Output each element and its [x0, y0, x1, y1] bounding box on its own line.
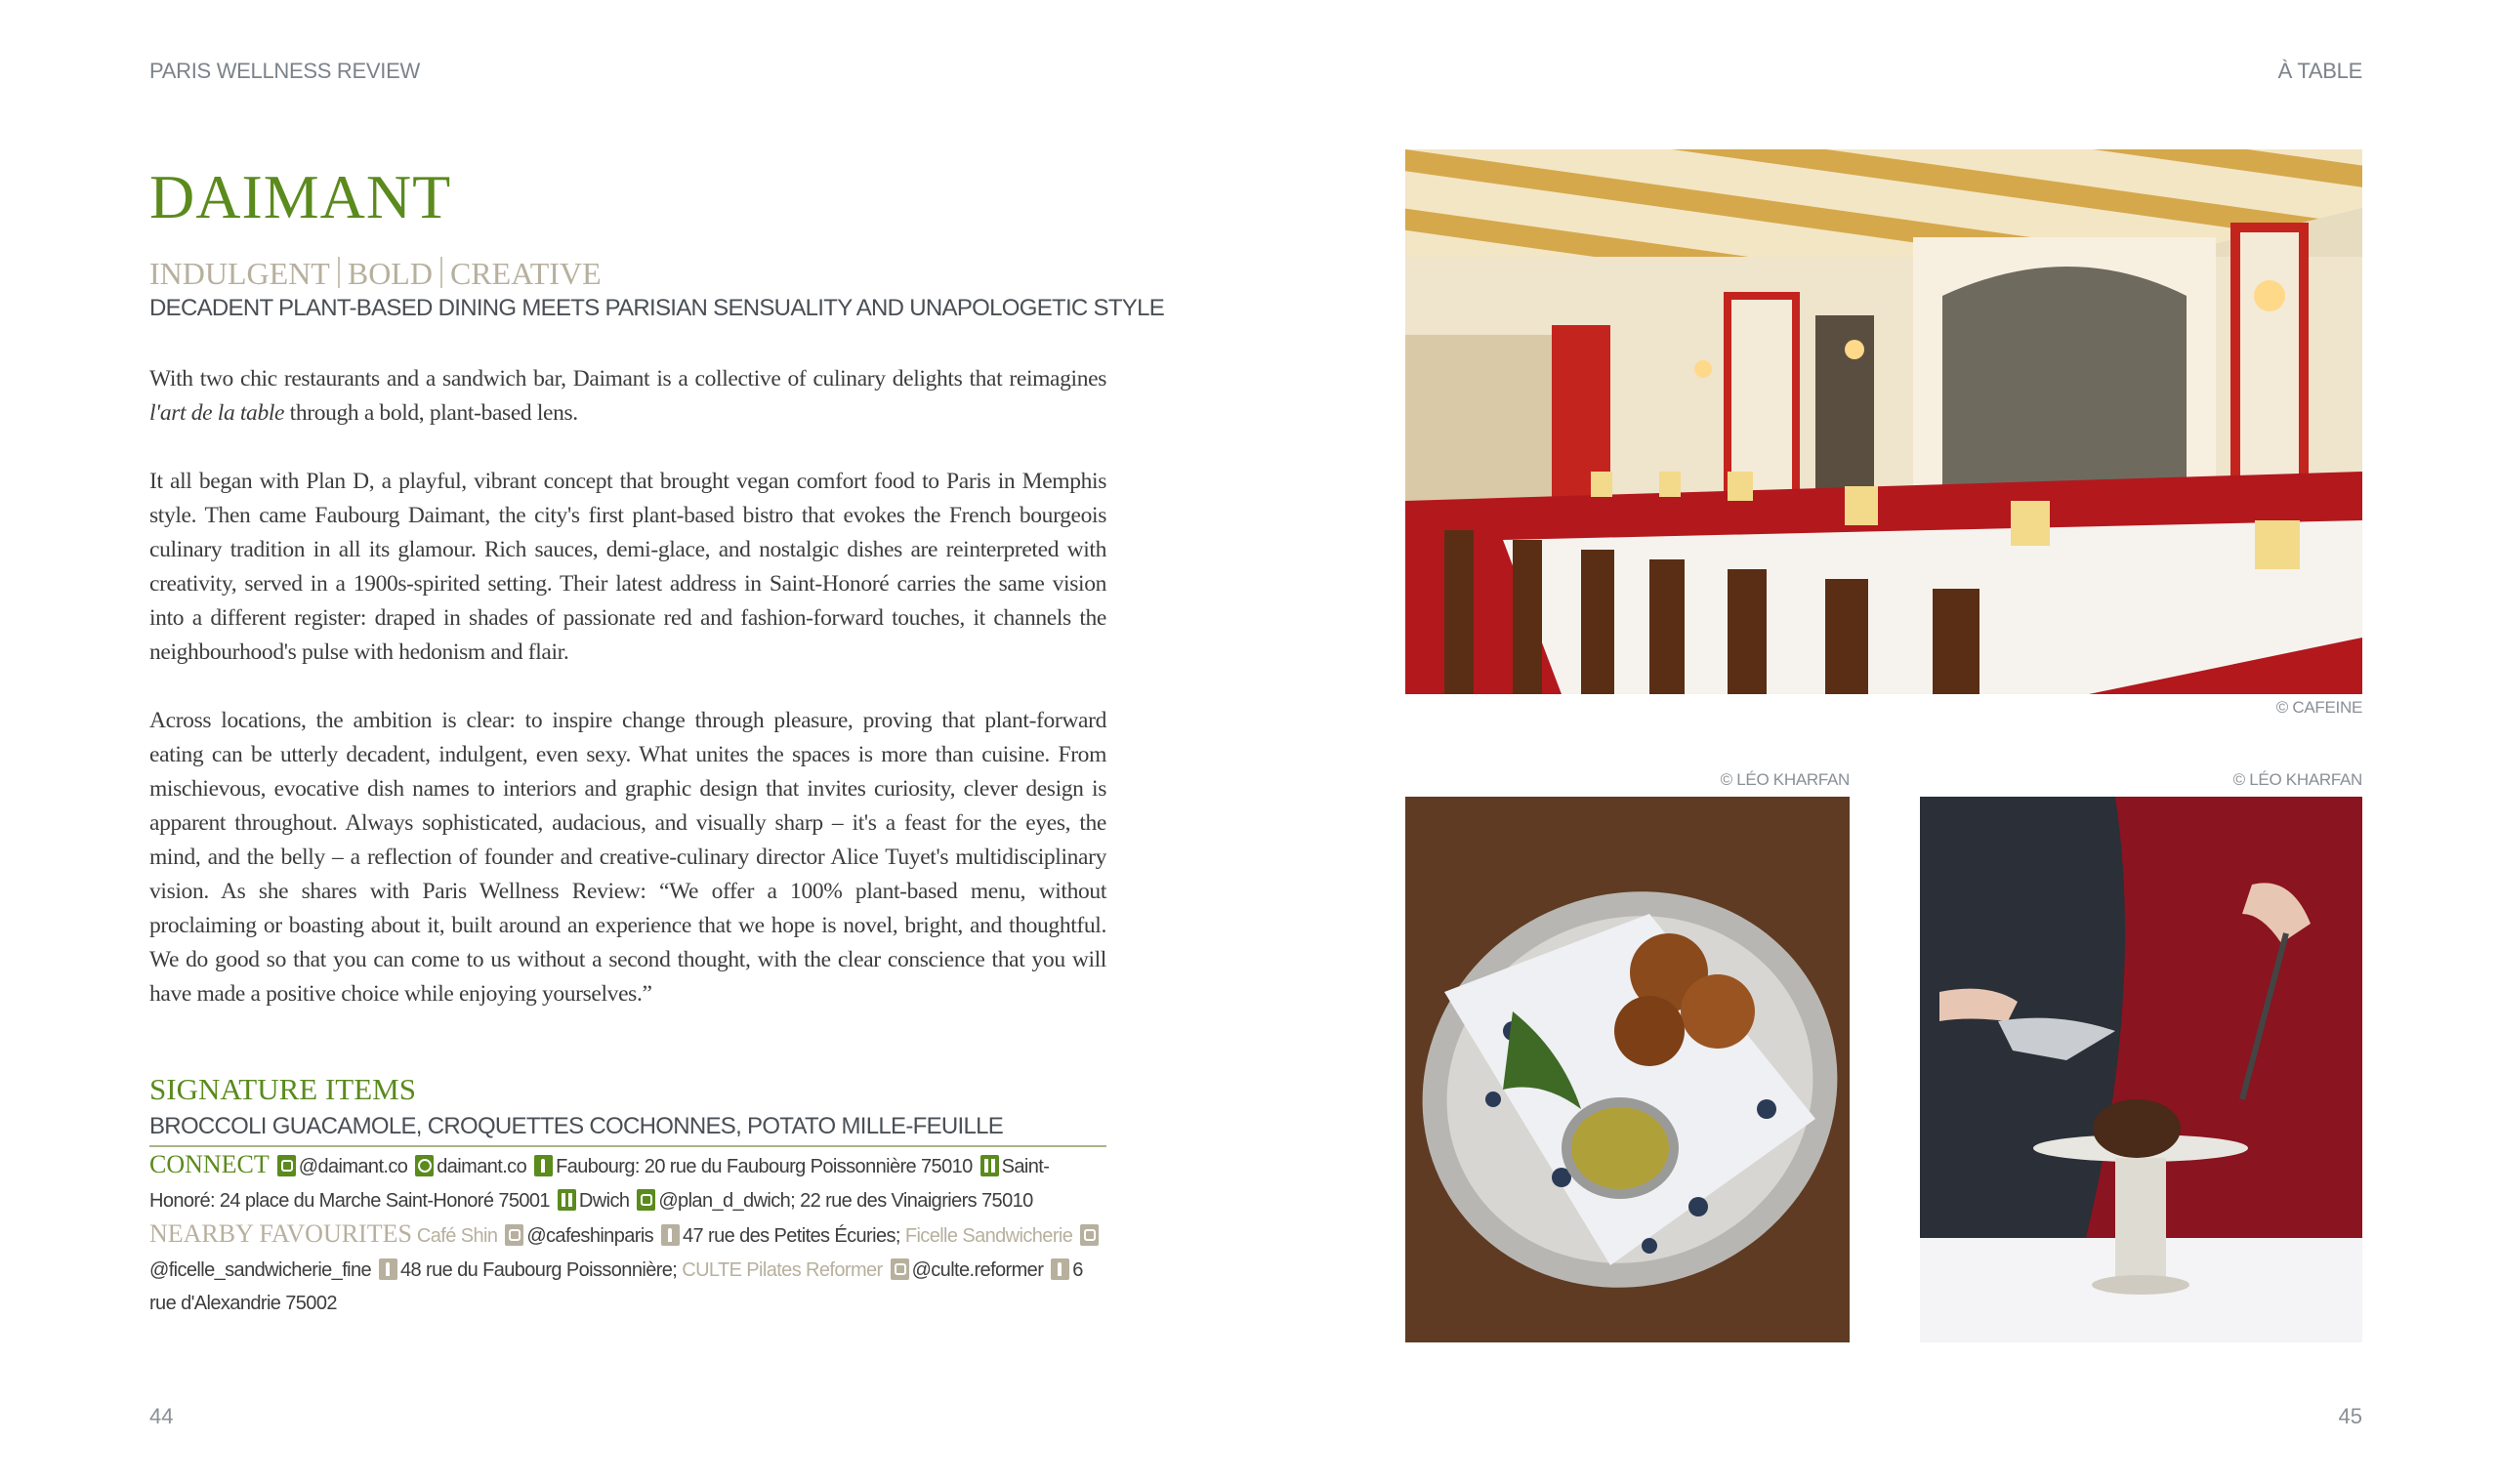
dish-illustration: [1920, 797, 2362, 1342]
page-number-left: 44: [149, 1404, 174, 1428]
photo-credit: © LÉO KHARFAN: [2232, 770, 2362, 789]
address: @plan_d_dwich; 22 rue des Vinaigriers 75010: [658, 1189, 1033, 1212]
location-pin-icon: [661, 1224, 680, 1246]
interior-illustration: [1405, 149, 2362, 694]
tagline-word: INDULGENT: [149, 256, 330, 291]
instagram-icon: [505, 1224, 523, 1246]
cutlery-icon: [980, 1155, 999, 1176]
instagram-link[interactable]: @cafeshinparis: [526, 1225, 654, 1247]
text: With two chic restaurants and a sandwich bar, Daimant is a collective of culinary delights that reimagines: [149, 366, 1106, 392]
venue-name: Dwich: [578, 1189, 630, 1212]
website-link[interactable]: daimant.co: [437, 1156, 527, 1177]
running-header-right: À TABLE: [2277, 59, 2362, 83]
dish-illustration: [1405, 797, 1850, 1342]
photo-credit: © CAFEINE: [2275, 698, 2362, 717]
article-subtitle: DECADENT PLANT-BASED DINING MEETS PARISIAN SENSUALITY AND UNAPOLOGETIC STYLE: [149, 295, 1165, 321]
nearby-label: NEARBY FAVOURITES: [149, 1219, 412, 1248]
photo-credit: © LÉO KHARFAN: [1720, 770, 1850, 789]
restaurant-interior-photo: [1405, 149, 2362, 694]
instagram-icon: [1080, 1224, 1099, 1246]
text: through a bold, plant-based lens.: [284, 400, 578, 426]
address: Faubourg: 20 rue du Faubourg Poissonnière 75010: [556, 1156, 973, 1177]
instagram-link[interactable]: @ficelle_sandwicherie_fine: [149, 1258, 372, 1281]
paragraph: It all began with Plan D, a playful, vibrant concept that brought vegan comfort food to Paris in Memphis style. Then came Faubourg Daimant, the city's first plant-based bistro that evokes the French bourgeois culinary tradition in all its glamour. Rich sauces, demi-glace, and nostalgic dishes are reinterpreted with creativity, served in a 1900s-spirited setting. Their latest address in Saint-Honoré carries the same vision into a different register: draped in shades of passionate red and fashion-forward touches, it channels the neighbourhood's pulse with hedonism and flair.: [149, 469, 1106, 665]
running-header-left: PARIS WELLNESS REVIEW: [149, 59, 420, 83]
sauce-pouring-photo: [1920, 797, 2362, 1342]
address: Saint-Honoré: 24 place du Marche Saint-Honoré 75001: [149, 1156, 1050, 1212]
divider: [149, 1145, 1106, 1147]
info-block: [149, 1148, 1111, 1321]
instagram-link[interactable]: @culte.reformer: [911, 1258, 1044, 1281]
croquettes-dish-photo: [1405, 797, 1850, 1342]
paragraph: Across locations, the ambition is clear: to inspire change through pleasure, proving that plant-forward eating can be utterly decadent, indulgent, even sexy. What unites the spaces is more than cuisine. From mischievous, evocative dish names to interiors and graphic design that invites curiosity, clever design is apparent throughout. Always sophisticated, audacious, and visually sharp – it's a feast for the eyes, the mind, and the belly – a reflection of founder and creative-culinary director Alice Tuyet's multidisciplinary vision. As she shares with Paris Wellness Review: “We offer a 100% plant-based menu, without proclaiming or boasting about it, built around an experience that we hope is novel, bright, and thoughtful. We do good so that you can come to us without a second thought, with the clear conscience that you will have made a positive choice while enjoying yourselves.”: [149, 708, 1106, 1007]
italic-text: l'art de la table: [149, 400, 285, 426]
address: 6 rue d'Alexandrie 75002: [149, 1258, 1083, 1314]
instagram-icon: [891, 1258, 909, 1280]
place-name: Ficelle Sandwicherie: [904, 1225, 1073, 1247]
signature-heading: SIGNATURE ITEMS: [149, 1072, 416, 1106]
tagline-word: BOLD: [347, 256, 433, 291]
divider: [440, 257, 442, 288]
instagram-icon: [277, 1155, 296, 1176]
page-number-right: 45: [2338, 1404, 2362, 1428]
address: 48 rue du Faubourg Poissonnière;: [400, 1258, 678, 1281]
signature-items: BROCCOLI GUACAMOLE, CROQUETTES COCHONNES, POTATO MILLE-FEUILLE: [149, 1113, 1004, 1139]
location-pin-icon: [1051, 1258, 1069, 1280]
globe-icon: [415, 1155, 434, 1176]
paragraph: [149, 362, 1106, 431]
place-name: CULTE Pilates Reformer: [682, 1258, 883, 1281]
tagline-word: CREATIVE: [449, 256, 602, 291]
article-title: DAIMANT: [149, 162, 452, 231]
article-body: [149, 362, 1106, 1046]
location-pin-icon: [534, 1155, 553, 1176]
cutlery-icon: [558, 1189, 576, 1211]
instagram-icon: [637, 1189, 655, 1211]
address: 47 rue des Petites Écuries;: [683, 1225, 900, 1247]
instagram-link[interactable]: @daimant.co: [298, 1156, 408, 1177]
tagline: [149, 256, 602, 292]
location-pin-icon: [379, 1258, 397, 1280]
divider: [338, 257, 340, 288]
place-name: Café Shin: [416, 1225, 498, 1247]
connect-label: CONNECT: [149, 1150, 270, 1178]
